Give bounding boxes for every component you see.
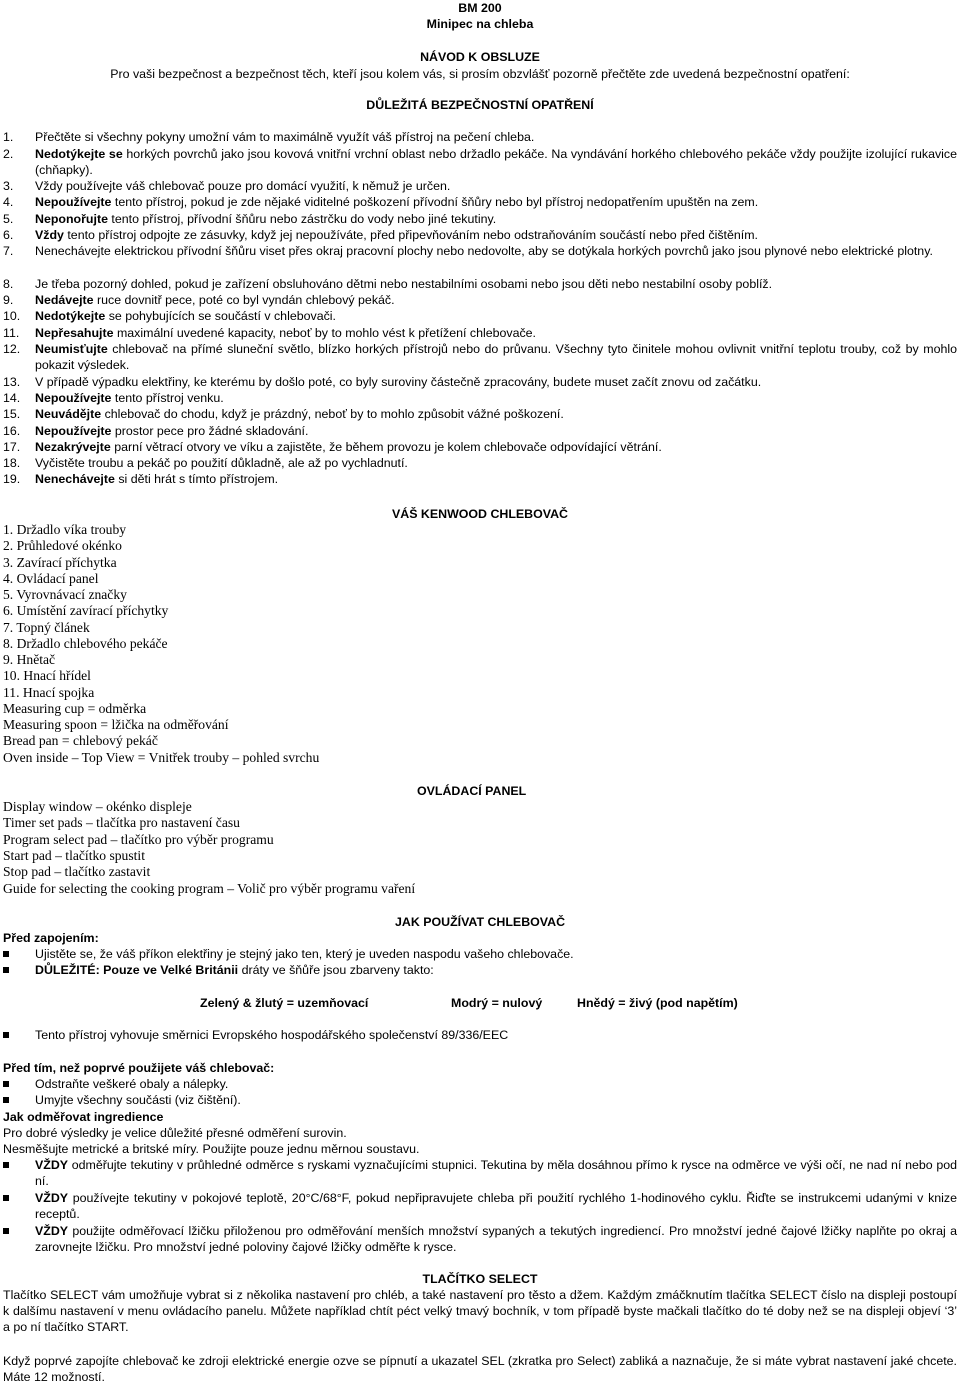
safety-item [0, 423, 960, 439]
measure-liquids-rest: odměřujte tekutiny v průhledné odměrce s ryskami vyznačujícími stupnici. Tekutina by měla dosáhnou přímo k rysce na odměrce ve výši očí, ne nad ní nebo pod ní. [35, 1158, 957, 1188]
safety-item [0, 308, 960, 324]
bullet-marker [3, 1195, 9, 1201]
bullet-marker [3, 1162, 9, 1168]
safety-item-body: Nenechávejte elektrickou přívodní šňůru viset přes okraj pracovní plochy nebo nedovolte, aby se dotýkala horkých povrchů jako jsou plynové nebo elektrické plotny. [35, 244, 933, 258]
safety-item-emphasis: Neumisťujte [35, 342, 108, 356]
safety-item-emphasis: Nepřesahujte [35, 326, 114, 340]
safety-item-emphasis: Neuvádějte [35, 407, 102, 421]
safety-item [0, 390, 960, 406]
always-bold: VŽDY [35, 1191, 69, 1205]
measure-paragraph: Pro dobré výsledky je velice důležité přesné odměření surovin. [3, 1126, 347, 1140]
safety-item-number: 11. [3, 326, 20, 340]
manual-title: NÁVOD K OBSLUZE [420, 50, 540, 64]
safety-item [0, 129, 960, 145]
safety-item-text [35, 211, 957, 227]
safety-item-body: chlebovač do chodu, když je prázdný, neboť by to mohlo způsobit vážné poškození. [101, 407, 564, 421]
safety-item-number: 7. [3, 244, 14, 258]
safety-item [0, 455, 960, 471]
safety-item-body: Přečtěte si všechny pokyny umožní vám to maximálně využít váš přístroj na pečení chleba. [35, 130, 535, 144]
safety-item-body: maximální uvedené kapacity, neboť by to mohlo vést k přetížení chlebovače. [113, 326, 537, 340]
select-title: TLAČÍTKO SELECT [422, 1272, 538, 1286]
model-number: BM 200 [458, 1, 502, 15]
safety-item [0, 146, 960, 178]
bullet-marker [3, 1097, 9, 1103]
measure-heading: Jak odměřovat ingredience [3, 1110, 164, 1124]
safety-item [0, 243, 960, 275]
safety-item-emphasis: Nedotýkejte se [35, 147, 123, 161]
safety-item-number: 2. [3, 147, 14, 161]
control-panel-item: Guide for selecting the cooking program – Volič pro výběr programu vaření [3, 880, 416, 896]
uk-wires-text [35, 962, 434, 978]
safety-item-body: si děti hrát s tímto přístrojem. [114, 472, 279, 486]
control-panel-item: Program select pad – tlačítko pro výběr programu [3, 831, 274, 847]
safety-item-text [35, 243, 957, 259]
parts-item: Oven inside – Top View = Vnitřek trouby – pohled svrchu [3, 749, 320, 765]
safety-item-text [35, 308, 957, 324]
uk-wires-rest: dráty ve šňůře jsou zbarveny takto: [238, 963, 434, 977]
safety-item-text [35, 439, 957, 455]
parts-item: 1. Držadlo víka trouby [3, 522, 127, 537]
safety-item-text [35, 455, 957, 471]
safety-item-number: 13. [3, 375, 21, 389]
safety-item [0, 178, 960, 194]
safety-item-body: ruce dovnitř pece, poté co byl vyndán chlebový pekáč. [93, 293, 395, 307]
safety-item-body: se pohybujících se součástí v chlebovači. [105, 309, 336, 323]
before-connect-heading: Před zapojením: [3, 931, 99, 945]
safety-item-emphasis: Nezakrývejte [35, 440, 111, 454]
safety-item-text [35, 178, 957, 194]
safety-item-body: Je třeba pozorný dohled, pokud je zařízení obsluhováno dětmi nebo nestabilními osobami nebo jsou děti nebo nestabilní osoby poblíž. [35, 277, 773, 291]
first-use-item: Umyjte všechny součásti (viz čištění). [35, 1093, 241, 1107]
safety-item-number: 8. [3, 277, 14, 291]
safety-item-body: parní větrací otvory ve víku a zajistěte, že během provozu je kolem chlebovače odpovídající větrání. [110, 440, 662, 454]
safety-item-body: V případě výpadku elektřiny, ke kterému by došlo poté, co byly suroviny částečně zpracovány, budete muset začít znovu od začátku. [35, 375, 762, 389]
safety-item [0, 227, 960, 243]
safety-item-emphasis: Nepoužívejte [35, 195, 112, 209]
parts-item: 4. Ovládací panel [3, 570, 99, 586]
safety-item-body: tento přístroj, pokud je zde nějaké viditelné poškození přívodní šňůry nebo byl přístroj nedopatřením upuštěn na zem. [111, 195, 759, 209]
safety-item-emphasis: Nepoužívejte [35, 391, 112, 405]
safety-item [0, 292, 960, 308]
wire-blue-label: Modrý = nulový [451, 996, 543, 1010]
safety-item-text [35, 292, 957, 308]
safety-item-number: 6. [3, 228, 14, 242]
safety-item [0, 194, 960, 210]
parts-item: 8. Držadlo chlebového pekáče [3, 635, 168, 651]
safety-item-text [35, 276, 957, 292]
safety-item-text [35, 325, 957, 341]
safety-item-text [35, 423, 957, 439]
safety-item-emphasis: Vždy [35, 228, 64, 242]
control-panel-item: Stop pad – tlačítko zastavit [3, 864, 151, 880]
parts-item: 9. Hnětač [3, 652, 56, 667]
safety-item-body: tento přístroj, přívodní šňůru nebo zástrčku do vody nebo jiné tekutiny. [107, 212, 497, 226]
bullet-marker [3, 1032, 9, 1038]
parts-title: VÁŠ KENWOOD CHLEBOVAČ [392, 507, 568, 521]
safety-item-text [35, 194, 957, 210]
control-panel-title: OVLÁDACÍ PANEL [417, 784, 527, 798]
safety-item [0, 406, 960, 422]
safety-item-number: 10. [3, 309, 21, 323]
howto-title: JAK POUŽÍVAT CHLEBOVAČ [394, 915, 566, 929]
parts-item: 3. Zavírací příchytka [3, 554, 117, 570]
bullet-marker [3, 951, 9, 957]
select-paragraph-2: Když poprvé zapojíte chlebovač ke zdroji elektrické energie ozve se pípnutí a ukazatel SEL (zkratka pro Select) zabliká a naznačuje, že si máte vybrat nastavení jaké chcete. Máte 12 možností. [3, 1354, 957, 1384]
spoon-text [35, 1223, 957, 1255]
safety-item-number: 5. [3, 212, 14, 226]
bullet-marker [3, 1081, 9, 1087]
safety-item-emphasis: Nedotýkejte [35, 309, 106, 323]
safety-item-body: Vždy používejte váš chlebovač pouze pro domácí využití, k němuž je určen. [35, 179, 451, 193]
safety-item-text [35, 146, 957, 178]
first-use-heading: Před tím, než poprvé použijete váš chlebovač: [3, 1061, 275, 1075]
safety-item-number: 15. [3, 407, 21, 421]
safety-item-number: 19. [3, 472, 21, 486]
safety-item [0, 325, 960, 341]
control-panel-item: Display window – okénko displeje [3, 799, 192, 814]
parts-item: Measuring cup = odměrka [3, 700, 147, 716]
safety-item-number: 16. [3, 424, 21, 438]
safety-item-text [35, 390, 957, 406]
safety-item-number: 17. [3, 440, 21, 454]
control-panel-item: Start pad – tlačítko spustit [3, 847, 145, 863]
bullet-marker [3, 967, 9, 973]
parts-item: 11. Hnací spojka [3, 684, 95, 700]
parts-item: 7. Topný článek [3, 619, 90, 635]
safety-item-body: Vyčistěte troubu a pekáč po použití důkladně, ale až po vychladnutí. [35, 456, 408, 470]
safety-item-text [35, 406, 957, 422]
safety-item [0, 211, 960, 227]
parts-item: 6. Umístění zavírací příchytky [3, 603, 169, 619]
room-temp-text [35, 1190, 957, 1222]
safety-item-emphasis: Nepoužívejte [35, 424, 112, 438]
wire-brown-label: Hnědý = živý (pod napětím) [577, 996, 738, 1010]
safety-item [0, 276, 960, 292]
first-use-item: Odstraňte veškeré obaly a nálepky. [35, 1077, 229, 1091]
parts-item: 10. Hnací hřídel [3, 668, 91, 684]
safety-item-text [35, 129, 957, 145]
safety-item-body: tento přístroj odpojte ze zásuvky, když jej nepoužíváte, před připevňováním nebo odstraňováním součástí nebo před čištěním. [63, 228, 758, 242]
safety-item-emphasis: Nedávejte [35, 293, 94, 307]
safety-item [0, 341, 960, 373]
safety-item-body: horkých povrchů jako jsou kovová vnitřní vrchní oblast nebo držadlo pekáče. Na vyndávání horkého chlebového pekáče vždy použijte izolující rukavice (chňapky). [35, 147, 957, 177]
safety-item [0, 374, 960, 390]
product-name: Minipec na chleba [426, 17, 534, 31]
safety-item-number: 14. [3, 391, 21, 405]
safety-item-text [35, 471, 957, 487]
intro-text: Pro vaši bezpečnost a bezpečnost těch, kteří jsou kolem vás, si prosím obzvlášť pozorně přečtěte zde uvedená bezpečnostní opatření: [110, 67, 850, 81]
room-temp-rest: používejte tekutiny v pokojové teplotě, 20°C/68°F, pokud nepřipravujete chleba při použití rychlého 1-hodinového cyklu. Řiďte se instrukcemi udanými v knize receptů. [35, 1191, 957, 1221]
always-bold: VŽDY [35, 1224, 69, 1238]
parts-item: Measuring spoon = lžička na odměřování [3, 717, 229, 732]
safety-item-body: prostor pece pro žádné skladování. [111, 424, 309, 438]
parts-item: 2. Průhledové okénko [3, 538, 122, 554]
safety-item-number: 3. [3, 179, 14, 193]
safety-item [0, 439, 960, 455]
select-paragraph-1: Tlačítko SELECT vám umožňuje vybrat si z několika nastavení pro chléb, a také nastavení pro těsto a džem. Každým zmáčknutím tlačítka SELECT číslo na displeji postoupí k dalšímu nastavení v menu ovládacího panelu. Můžete například chtít péct velký tmavý bochník, v tom případě byste mačkali tlačítko do té doby než se na displeji objeví ‘3’ a po ní tlačítko START. [3, 1288, 957, 1334]
safety-item [0, 471, 960, 487]
safety-item-body: chlebovač na přímé sluneční světlo, blízko horkých přístrojů nebo do průvanu. Všechny tyto činitele mohou ovlivnit vnitřní teplotu trouby, což by mohlo pokazit výsledek. [35, 342, 957, 372]
safety-item-emphasis: Neponořujte [35, 212, 108, 226]
safety-item-number: 9. [3, 293, 14, 307]
safety-item-text [35, 341, 957, 373]
safety-title: DŮLEŽITÁ BEZPEČNOSTNÍ OPATŘENÍ [366, 98, 594, 112]
safety-item-text [35, 227, 957, 243]
control-panel-item: Timer set pads – tlačítka pro nastavení času [3, 815, 240, 831]
spoon-rest: použijte odměřovací lžičku přiloženou pro odměřování menších množství sypaných a tekutých ingrediencí. Pro množství jedné čajové lžičky naplňte po okraj a zarovnejte lžičku. Pro množství jedné poloviny čajové lžičky odměřte k rysce. [35, 1224, 957, 1254]
safety-item-text [35, 374, 957, 390]
safety-item-emphasis: Nenechávejte [35, 472, 115, 486]
bullet-marker [3, 1228, 9, 1234]
safety-item-number: 1. [3, 130, 14, 144]
safety-item-number: 4. [3, 195, 14, 209]
wire-green-label: Zelený & žlutý = uzemňovací [200, 996, 369, 1010]
safety-item-body: tento přístroj venku. [111, 391, 224, 405]
eec-directive-text: Tento přístroj vyhovuje směrnici Evropského hospodářského společenství 89/336/EEC [35, 1028, 509, 1042]
safety-item-number: 12. [3, 342, 21, 356]
uk-wires-bold: DŮLEŽITÉ: Pouze ve Velké Británii [35, 963, 239, 977]
parts-item: 5. Vyrovnávací značky [3, 587, 127, 602]
power-check-text: Ujistěte se, že váš příkon elektřiny je stejný jako ten, který je uveden naspodu vašeho chlebovače. [35, 947, 574, 961]
safety-item-number: 18. [3, 456, 21, 470]
measure-liquids-text [35, 1157, 957, 1189]
parts-item: Bread pan = chlebový pekáč [3, 733, 158, 749]
measure-paragraph: Nesměšujte metrické a britské míry. Použijte pouze jednu měrnou soustavu. [3, 1142, 420, 1156]
always-bold: VŽDY [35, 1158, 69, 1172]
